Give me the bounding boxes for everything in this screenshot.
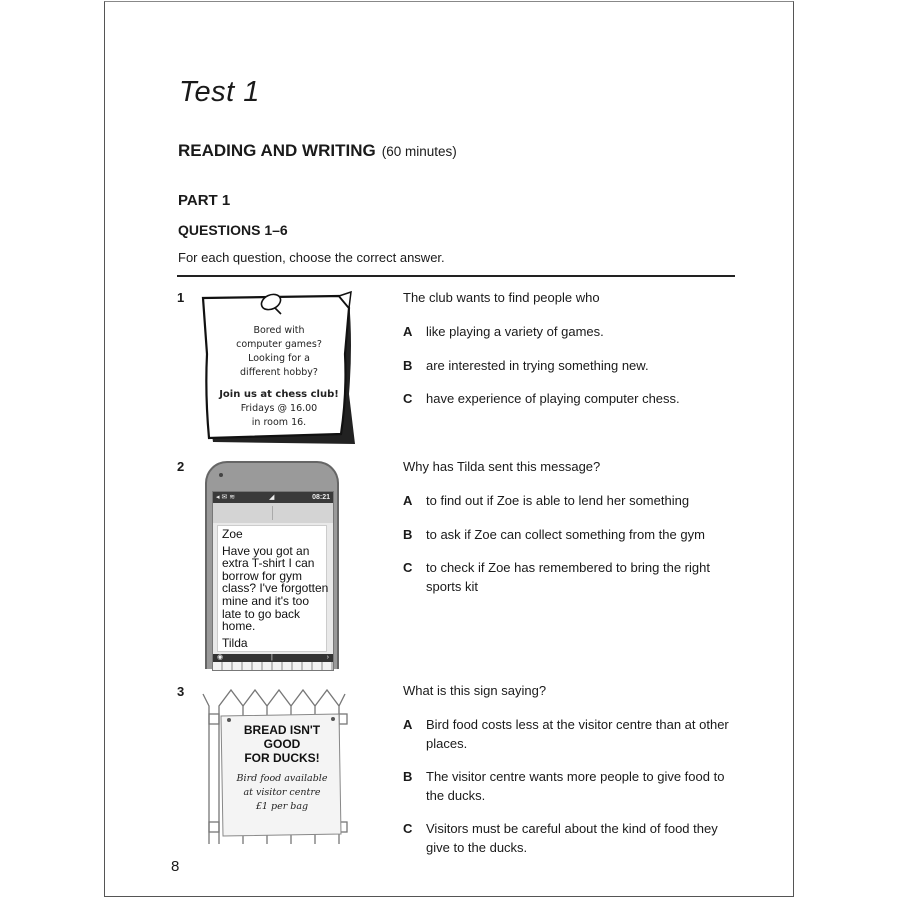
option-letter: A bbox=[403, 493, 413, 508]
option-text: have experience of playing computer chess. bbox=[426, 391, 680, 406]
section-title bbox=[178, 141, 457, 161]
option-letter: A bbox=[403, 717, 413, 732]
question-1-stem: The club wants to find people who bbox=[403, 290, 600, 305]
phone-screen bbox=[212, 491, 334, 671]
sign-detail-line: £1 per bag bbox=[255, 801, 309, 812]
question-number-2: 2 bbox=[177, 459, 185, 474]
status-icons: ◂ ✉ ≋ bbox=[216, 494, 236, 501]
notice-bold-line: Join us at chess club! bbox=[219, 389, 339, 400]
phone-toolbar bbox=[213, 654, 333, 662]
option-letter: B bbox=[403, 527, 413, 542]
phone-camera-icon bbox=[219, 473, 223, 477]
question-3-option-b[interactable] bbox=[403, 767, 733, 805]
divider-rule bbox=[177, 275, 735, 277]
section-duration: (60 minutes) bbox=[381, 144, 457, 159]
question-2-option-c[interactable] bbox=[403, 558, 733, 596]
sms-line: Have you got an bbox=[222, 543, 310, 558]
notice-detail: Fridays @ 16.00 bbox=[240, 403, 318, 414]
phone-illustration bbox=[205, 461, 339, 669]
sms-line: extra T-shirt I can bbox=[222, 556, 315, 571]
question-3-stem: What is this sign saying? bbox=[403, 683, 547, 698]
option-text: Visitors must be careful about the kind of food they give to the ducks. bbox=[426, 821, 718, 855]
option-text: to find out if Zoe is able to lend her something bbox=[426, 493, 690, 508]
sign-heading-line: BREAD ISN'T bbox=[243, 723, 321, 737]
option-text: The visitor centre wants more people to give food to the ducks. bbox=[426, 769, 725, 803]
cursor-icon: | bbox=[271, 654, 273, 661]
instruction: For each question, choose the correct answer. bbox=[178, 250, 445, 265]
option-text: are interested in trying something new. bbox=[426, 358, 649, 373]
sms-line: late to go back bbox=[222, 606, 301, 621]
question-2-stem: Why has Tilda sent this message? bbox=[403, 459, 601, 474]
section-title-text: READING AND WRITING bbox=[178, 141, 376, 160]
question-3-option-c[interactable] bbox=[403, 819, 733, 857]
sign-pin-icon bbox=[227, 718, 231, 722]
status-time: 08:21 bbox=[312, 494, 330, 501]
notice-line: Bored with bbox=[253, 325, 305, 336]
notice-line: computer games? bbox=[236, 339, 322, 350]
option-letter: C bbox=[403, 821, 413, 836]
question-3-option-a[interactable] bbox=[403, 715, 733, 753]
notice-detail: in room 16. bbox=[251, 417, 307, 428]
header-divider bbox=[272, 506, 273, 520]
question-2-option-a[interactable] bbox=[403, 491, 733, 510]
option-text: to ask if Zoe can collect something from the gym bbox=[426, 527, 705, 542]
option-letter: B bbox=[403, 769, 413, 784]
chevron-right-icon: › bbox=[326, 654, 329, 661]
signal-icon: ◢ bbox=[269, 494, 275, 501]
question-2-option-b[interactable] bbox=[403, 525, 733, 544]
test-title: Test 1 bbox=[179, 76, 260, 108]
sign-detail-line: at visitor centre bbox=[243, 787, 321, 798]
question-1-option-a[interactable] bbox=[403, 322, 733, 341]
sign-heading-line: GOOD bbox=[263, 737, 301, 751]
questions-range: QUESTIONS 1–6 bbox=[178, 222, 288, 238]
notice-line: Looking for a bbox=[248, 353, 310, 364]
sms-line: borrow for gym bbox=[222, 568, 303, 583]
phone-keyboard bbox=[213, 662, 333, 670]
question-1-option-c[interactable] bbox=[403, 389, 733, 408]
question-number-3: 3 bbox=[177, 684, 185, 699]
option-letter: A bbox=[403, 324, 413, 339]
sign-detail-line: Bird food available bbox=[236, 773, 328, 784]
sms-sender: Tilda bbox=[222, 635, 248, 650]
sign-text bbox=[223, 723, 341, 814]
camera-icon: ◉ bbox=[217, 654, 224, 661]
option-text: Bird food costs less at the visitor centre than at other places. bbox=[426, 717, 729, 751]
sms-line: home. bbox=[222, 619, 256, 634]
phone-header-area bbox=[213, 503, 333, 523]
sms-line: class? I've forgotten bbox=[222, 581, 329, 596]
sms-recipient: Zoe bbox=[222, 527, 243, 541]
notice-line: different hobby? bbox=[240, 367, 318, 378]
sms-line: mine and it's too bbox=[222, 593, 310, 608]
page-number: 8 bbox=[171, 858, 180, 875]
book-page bbox=[104, 1, 794, 897]
part-title: PART 1 bbox=[178, 192, 231, 209]
option-letter: C bbox=[403, 391, 413, 406]
option-text: like playing a variety of games. bbox=[426, 324, 604, 339]
sign-pin-icon bbox=[331, 717, 335, 721]
option-letter: B bbox=[403, 358, 413, 373]
option-text: to check if Zoe has remembered to bring the right sports kit bbox=[426, 560, 710, 594]
sms-message bbox=[217, 525, 327, 652]
phone-status-bar bbox=[213, 492, 333, 503]
notice-text bbox=[209, 324, 349, 430]
sign-heading-line: FOR DUCKS! bbox=[244, 751, 320, 765]
question-1-option-b[interactable] bbox=[403, 356, 733, 375]
question-number-1: 1 bbox=[177, 290, 185, 305]
option-letter: C bbox=[403, 560, 413, 575]
